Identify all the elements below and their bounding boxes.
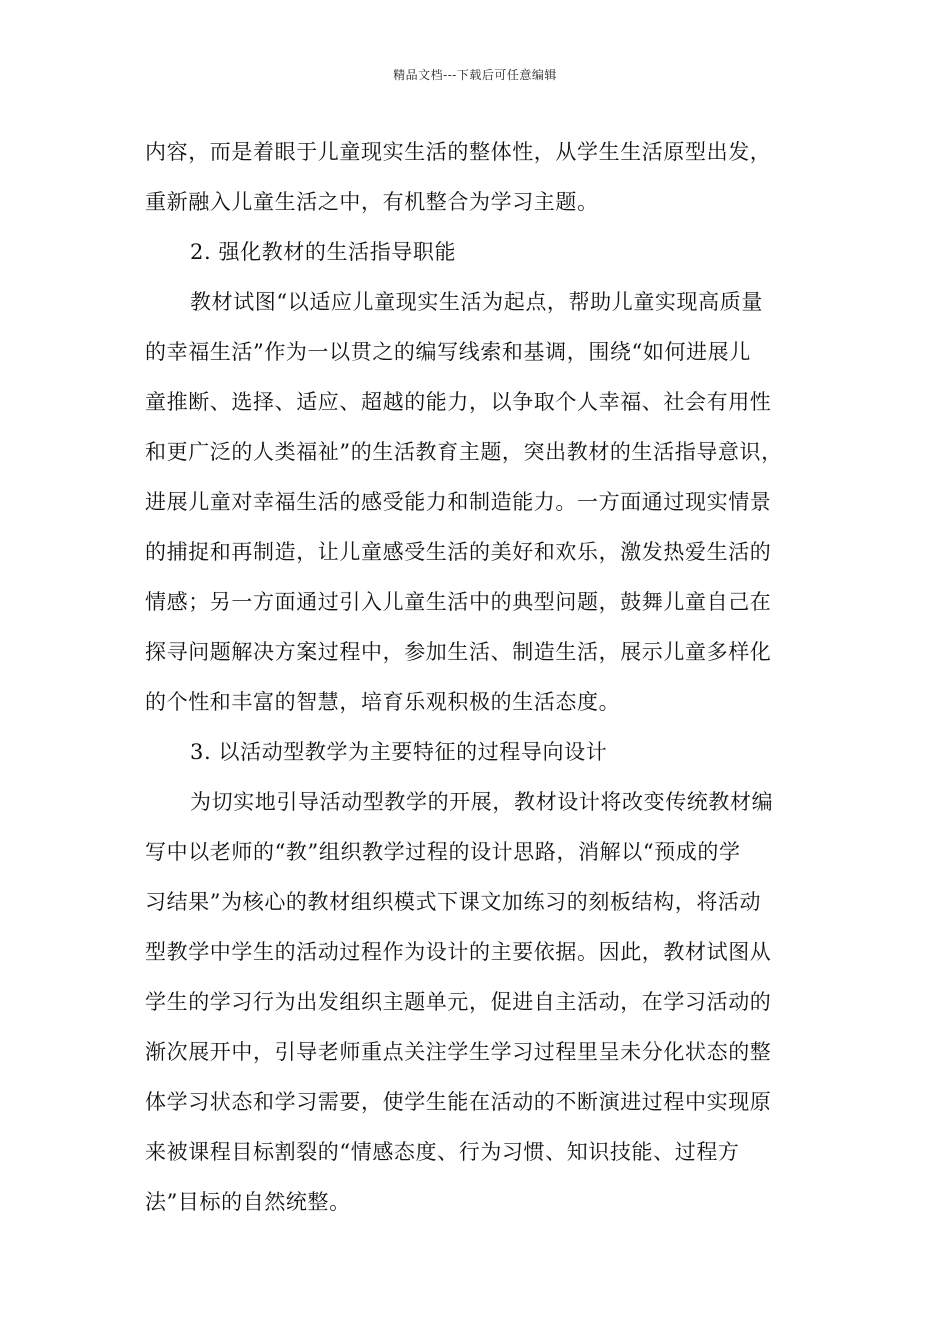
text-line: 法”目标的自然统整。 (145, 1190, 351, 1214)
text-line: 来被课程目标割裂的“情感态度、行为习惯、知识技能、过程方 (145, 1140, 740, 1164)
text-line: 重新融入儿童生活之中，有机整合为学习主题。 (145, 190, 599, 214)
text-line: 探寻问题解决方案过程中，参加生活、制造生活，展示儿童多样化 (145, 640, 772, 664)
text-line: 进展儿童对幸福生活的感受能力和制造能力。一方面通过现实情景 (145, 490, 772, 514)
text-line: 的捕捉和再制造，让儿童感受生活的美好和欢乐，激发热爱生活的 (145, 540, 772, 564)
text-line: 为切实地引导活动型教学的开展，教材设计将改变传统教材编 (190, 790, 774, 814)
text-line: 型教学中学生的活动过程作为设计的主要依据。因此，教材试图从 (145, 940, 772, 964)
text-line: 习结果”为核心的教材组织模式下课文加练习的刻板结构，将活动 (145, 890, 762, 914)
text-line: 童推断、选择、适应、超越的能力，以争取个人幸福、社会有用性 (145, 390, 772, 414)
page-header: 精品文档---下载后可任意编辑 (393, 68, 557, 82)
text-line: 的个性和丰富的智慧，培育乐观积极的生活态度。 (145, 690, 621, 714)
text-line: 和更广泛的人类福祉”的生活教育主题，突出教材的生活指导意识， (145, 440, 783, 464)
text-line: 体学习状态和学习需要，使学生能在活动的不断演进过程中实现原 (145, 1090, 772, 1114)
text-line: 教材试图“以适应儿童现实生活为起点，帮助儿童实现高质量 (190, 290, 763, 314)
text-line: 内容，而是着眼于儿童现实生活的整体性，从学生生活原型出发， (145, 140, 772, 164)
text-line: 学生的学习行为出发组织主题单元，促进自主活动，在学习活动的 (145, 990, 772, 1014)
text-line: 渐次展开中，引导老师重点关注学生学习过程里呈未分化状态的整 (145, 1040, 772, 1064)
text-line: 的幸福生活”作为一以贯之的编写线索和基调，围绕“如何进展儿 (145, 340, 751, 364)
text-line: 情感；另一方面通过引入儿童生活中的典型问题，鼓舞儿童自己在 (145, 590, 772, 614)
section-heading: 3. 以活动型教学为主要特征的过程导向设计 (190, 740, 608, 764)
text-line: 写中以老师的“教”组织教学过程的设计思路，消解以“预成的学 (145, 840, 741, 864)
section-heading: 2. 强化教材的生活指导职能 (190, 240, 457, 264)
document-body (145, 127, 825, 1227)
